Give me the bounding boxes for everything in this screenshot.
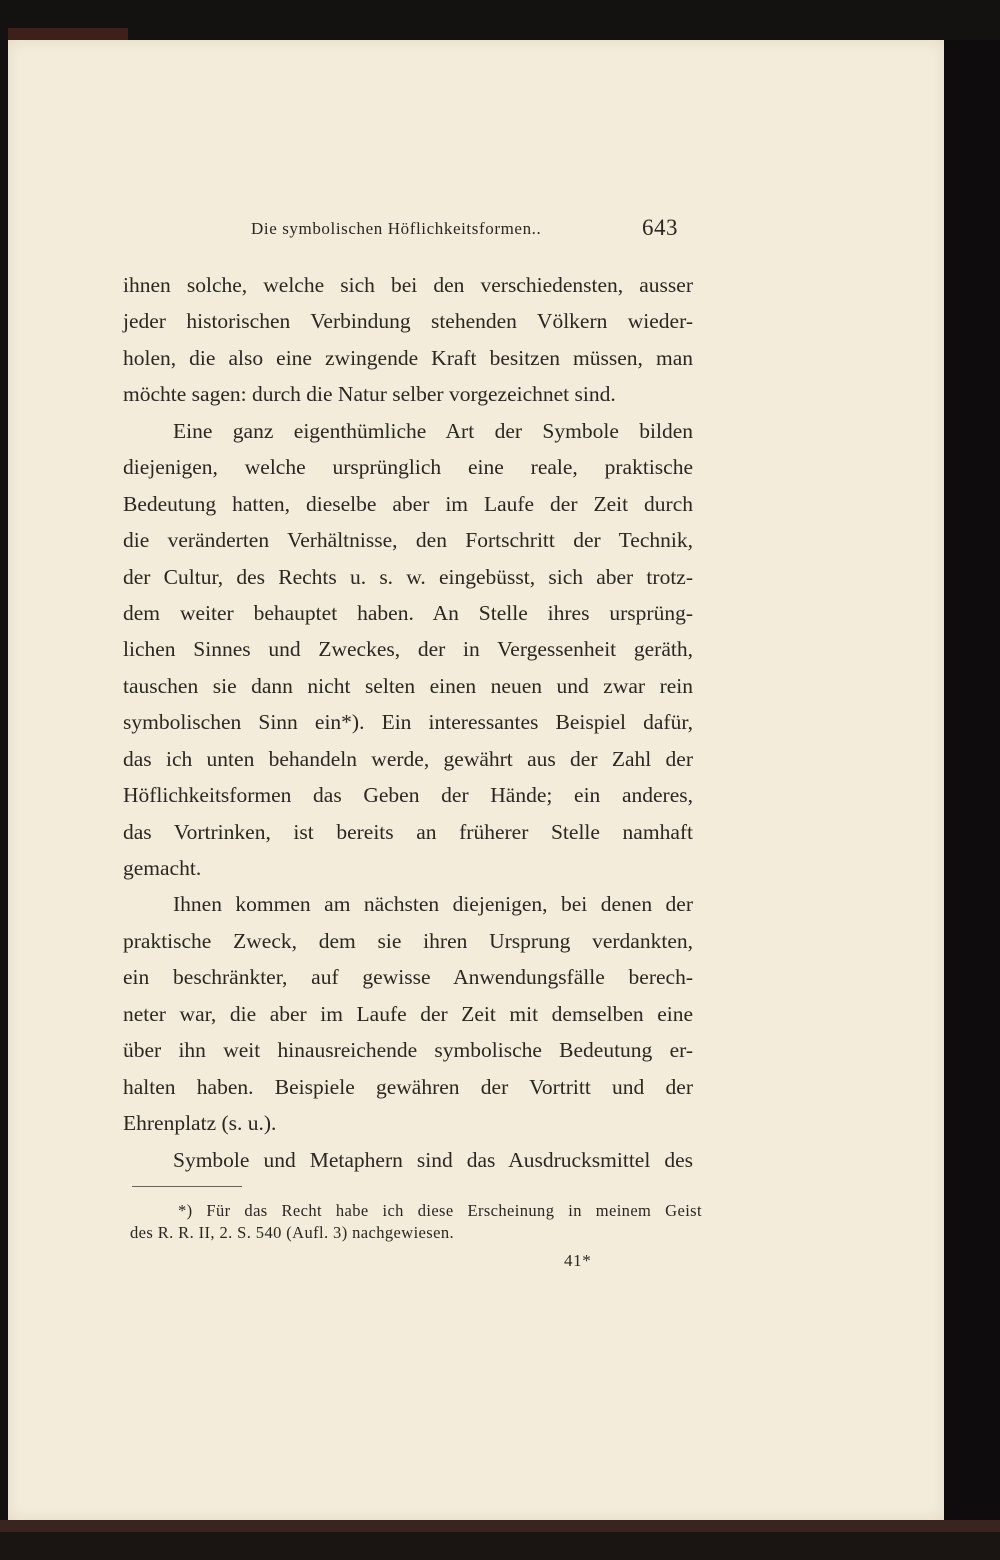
body-line: ihnen solche, welche sich bei den verschiedensten, ausser <box>123 273 693 297</box>
body-line: ein beschränkter, auf gewisse Anwendungsfälle berech- <box>123 965 693 990</box>
body-line: diejenigen, welche ursprünglich eine reale, praktische <box>123 455 693 480</box>
body-line: Ihnen kommen am nächsten diejenigen, bei denen der <box>173 892 693 917</box>
body-line: möchte sagen: durch die Natur selber vorgezeichnet sind. <box>123 382 616 407</box>
footnote <box>130 1200 702 1244</box>
footnote-line: des R. R. II, 2. S. 540 (Aufl. 3) nachgewiesen. <box>130 1223 454 1242</box>
scan-top-border <box>0 0 1000 40</box>
running-head: Die symbolischen Höflichkeitsformen.. <box>251 219 542 238</box>
footnote-rule <box>132 1186 242 1187</box>
body-line: dem weiter behauptet haben. An Stelle ihres ursprüng- <box>123 600 693 625</box>
body-line: lichen Sinnes und Zweckes, der in Vergessenheit geräth, <box>123 637 693 662</box>
scan-top-tint <box>8 28 128 40</box>
scan-right-border <box>944 40 1000 1520</box>
body-line: Eine ganz eigenthümliche Art der Symbole bilden <box>173 418 693 443</box>
body-line: der Cultur, des Rechts u. s. w. eingebüsst, sich aber trotz- <box>123 564 693 589</box>
body-line: neter war, die aber im Laufe der Zeit mit demselben eine <box>123 1001 693 1026</box>
body-line: jeder historischen Verbindung stehenden Völkern wieder- <box>123 309 693 334</box>
body-text <box>123 267 693 1178</box>
body-line: praktische Zweck, dem sie ihren Ursprung verdankten, <box>123 928 693 953</box>
body-line: das Vortrinken, ist bereits an früherer Stelle namhaft <box>123 819 693 844</box>
page-number: 643 <box>642 215 678 240</box>
scan-bottom-border <box>0 1520 1000 1560</box>
body-line: holen, die also eine zwingende Kraft besitzen müssen, man <box>123 345 693 370</box>
body-line: das ich unten behandeln werde, gewährt aus der Zahl der <box>123 746 693 771</box>
footnote-line: *) Für das Recht habe ich diese Erscheinung in meinem Geist <box>178 1201 702 1220</box>
body-line: die veränderten Verhältnisse, den Fortschritt der Technik, <box>123 528 693 553</box>
body-line: symbolischen Sinn ein*). Ein interessantes Beispiel dafür, <box>123 710 693 735</box>
body-line: über ihn weit hinausreichende symbolische Bedeutung er- <box>123 1038 693 1063</box>
body-line: halten haben. Beispiele gewähren der Vortritt und der <box>123 1074 693 1099</box>
scan-bottom-tint <box>0 1520 1000 1532</box>
body-line: Höflichkeitsformen das Geben der Hände; ein anderes, <box>123 783 693 808</box>
body-line: Bedeutung hatten, dieselbe aber im Laufe der Zeit durch <box>123 491 693 516</box>
signature-mark: 41* <box>564 1251 592 1270</box>
body-line: Symbole und Metaphern sind das Ausdrucksmittel des <box>173 1147 693 1172</box>
body-line: Ehrenplatz (s. u.). <box>123 1111 277 1136</box>
body-line: tauschen sie dann nicht selten einen neuen und zwar rein <box>123 673 693 698</box>
body-line: gemacht. <box>123 856 202 880</box>
